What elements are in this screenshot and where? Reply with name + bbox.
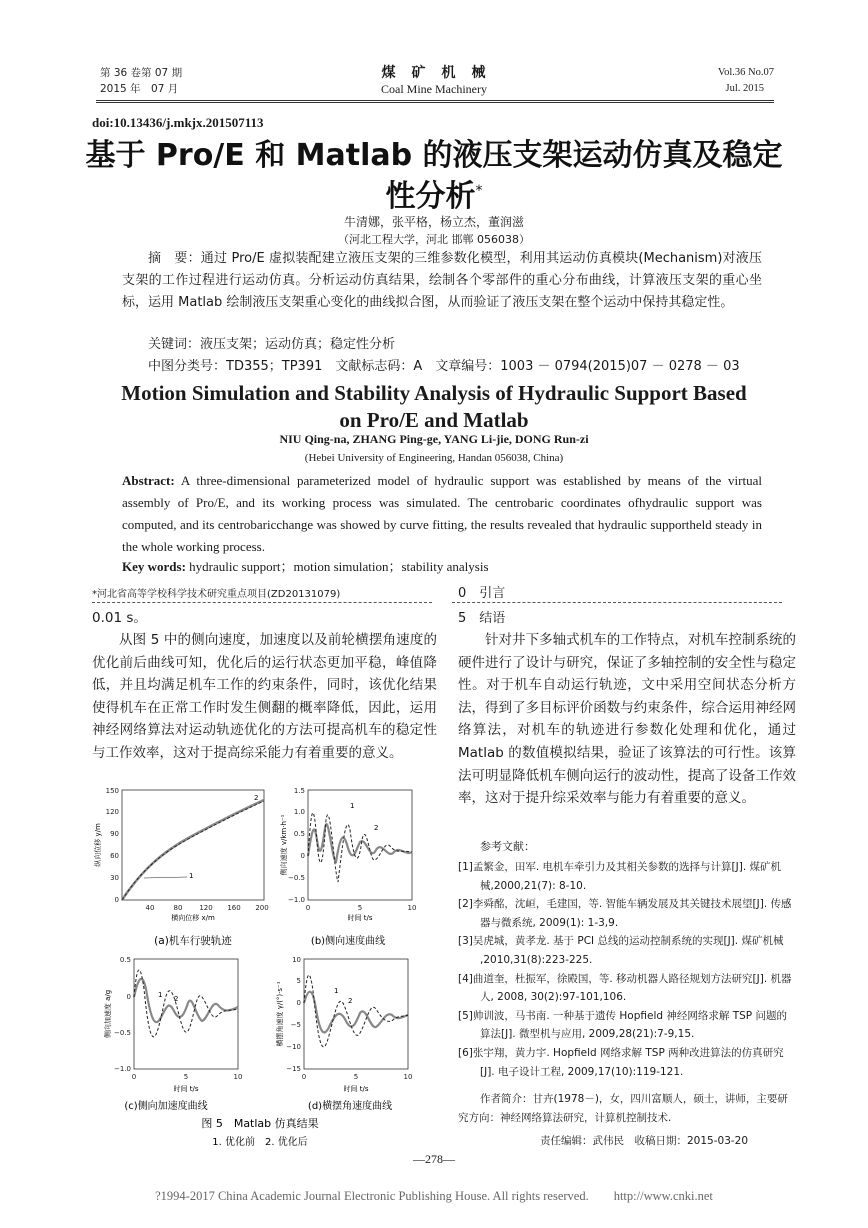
page-number: —278— (413, 1152, 455, 1166)
d-curve-1 (304, 975, 408, 1047)
d-xtick-0: 0 (301, 1073, 307, 1081)
reference-item: [1]孟繁金，田军. 电机车牵引力及其相关参数的选择与计算[J]. 煤矿机械,2000,21(7): 8-10. (458, 861, 782, 892)
panel-d-caption: (d)横摆角速度曲线 (307, 1101, 393, 1112)
header-volume-en: Vol.36 No.07 (717, 67, 774, 78)
b-label-2: 2 (374, 824, 379, 832)
header-volume-cn: 第 36 卷第 07 期 (100, 67, 183, 79)
editor-info: 责任编辑：武伟民 收稿日期：2015-03-20 (540, 1135, 749, 1147)
a-xtick-80: 80 (173, 904, 183, 912)
a-label-1: 1 (189, 872, 194, 880)
keywords-cn: 关键词：液压支架；运动仿真；稳定性分析 (148, 337, 396, 352)
english-title-line2: on Pro/E and Matlab (339, 408, 529, 432)
paper-title-line1: 基于 Pro/E 和 Matlab 的液压支架运动仿真及稳定 (85, 138, 783, 173)
a-xtick-200: 200 (255, 904, 269, 912)
c-xtick-0: 0 (131, 1073, 137, 1081)
a-xtick-40: 40 (145, 904, 155, 912)
authors-en: NIU Qing-na, ZHANG Ping-ge, YANG Li-jie, DONG Run-zi (279, 432, 589, 446)
header-date-cn: 2015 年 07 月 (100, 83, 179, 95)
footnote-rule (92, 601, 432, 603)
header-date-en: Jul. 2015 (725, 83, 764, 94)
b-label-1: 1 (350, 802, 355, 810)
c-xtick-5: 5 (183, 1073, 189, 1081)
d-ytick-5: 5 (296, 977, 301, 985)
figure-caption: 图 5 Matlab 仿真结果 (201, 1117, 319, 1130)
b-ytick-1.0: 1.0 (293, 808, 305, 816)
reference-item: [5]帅训波，马书南. 一种基于遗传 Hopfield 神经网络求解 TSP 问题的算法[J]. 微型机与应用, 2009,28(21):7-9,15. (458, 1009, 787, 1041)
d-ytick--10: −10 (286, 1043, 301, 1051)
keywords-en-label: Key words: (122, 559, 186, 574)
d-xtick-5: 5 (353, 1073, 359, 1081)
a-curve-1 (122, 801, 264, 900)
panel-b (279, 787, 416, 922)
left-para-0: 0.01 s。 (92, 610, 147, 626)
b-ytick-0.5: 0.5 (293, 830, 305, 838)
panel-a (93, 787, 269, 922)
b-xtick-10: 10 (407, 904, 417, 912)
a-ytick-30: 30 (110, 874, 119, 882)
a-xtick-120: 120 (199, 904, 213, 912)
figure-legend: 1. 优化前 2. 优化后 (212, 1137, 308, 1148)
reference-item: [4]曲道奎，杜振军，徐殿国，等. 移动机器人路径规划方法研究[J]. 机器人, 2008, 30(2):97-101,106. (458, 972, 792, 1004)
panel-b-caption: (b)侧向速度曲线 (310, 936, 386, 947)
d-ylabel: 横摆角速度 γ/(°)·s⁻¹ (276, 981, 284, 1047)
reference-item: [2]李舜酩，沈峘，毛建国，等. 智能车辆发展及其关键技术展望[J]. 传感器与微系统, 2009(1): 1-3,9. (458, 898, 792, 929)
c-xlabel: 时间 t/s (173, 1085, 199, 1093)
a-xlabel: 横向位移 x/m (171, 914, 215, 922)
references-title: 参考文献： (480, 840, 535, 853)
abstract-cn: 摘 要：通过 Pro/E 虚拟装配建立液压支架的三维参数化模型，利用其运动仿真模块(Mechanism)对液压支架的工作过程进行运动仿真。分析运动仿真结果，绘制各个零部件的重心分布曲线，计算液压支架的重心坐标，运用 Matlab 绘制液压支架重心变化的曲线拟合图，从而验证了液压支架在整个运动中保持其稳定性。 (122, 251, 762, 310)
c-curve-2 (134, 979, 238, 1022)
abstract-en-label: Abstract: (122, 473, 175, 488)
panel-a-caption: (a)机车行驶轨迹 (154, 935, 232, 947)
d-ytick-0: 0 (296, 999, 301, 1007)
paper-title-line2: 性分析 (385, 179, 476, 214)
a-ytick-150: 150 (105, 787, 119, 795)
b-ytick--0.5: −0.5 (288, 874, 305, 882)
conclusion-paragraph: 针对井下多轴式机车的工作特点，对机车控制系统的硬件进行了设计与研究，保证了多轴控制的安全性与稳定性。对于机车自动运行轨迹，文中采用空间状态分析方法，得到了多目标评价函数与约束条件，综合运用神经网络算法，对机车的轨迹进行参数化处理和优化，通过 Matlab 的数值模拟结果，验证了该算法的可行性。该算法可明显降低机车侧向运行的波动性，提高了设备工作效率，这对于提升综采效率与能力有着重要的意义。 (458, 632, 796, 807)
c-ytick-0.5: 0.5 (119, 956, 131, 964)
affiliation-en: (Hebei University of Engineering, Handan 056038, China) (304, 452, 564, 464)
doi: doi:10.13436/j.mkjx.201507113 (92, 115, 264, 130)
a-label-2: 2 (254, 794, 259, 802)
panel-c-caption: (c)侧向加速度曲线 (124, 1101, 208, 1112)
reference-item: [3]吴虎城，黄孝龙. 基于 PCI 总线的运动控制系统的实现[J]. 煤矿机械 ,2010,31(8):223-225. (458, 935, 784, 966)
a-curve-2 (122, 800, 264, 900)
classification: 中图分类号：TD355；TP391 文献标志码：A 文章编号：1003 － 0794(2015)07 － 0278 － 03 (148, 359, 740, 374)
a-ytick-90: 90 (110, 830, 119, 838)
b-ytick--1.0: −1.0 (288, 896, 305, 904)
keywords-en-text: hydraulic support；motion simulation；stability analysis (185, 559, 489, 574)
author-bio: 作者简介：甘卉(1978－)，女，四川富顺人，硕士，讲师，主要研究方向：神经网络算法研究，计算机控制技术. (458, 1093, 788, 1124)
b-xlabel: 时间 t/s (347, 914, 373, 922)
header-rule (96, 100, 774, 101)
left-para-1: 从图 5 中的侧向速度，加速度以及前轮横摆角速度的优化前后曲线可知，优化后的运行状态更加平稳，峰值降低，并且均满足机车工作的约束条件，同时，该优化结果使得机车在正常工作时发生侧翻的概率降低，因此，运用神经网络算法对运动轨迹优化的方法可提高机车的稳定性与工作效率，这对于提高综采能力有着重要的意义。 (92, 632, 437, 761)
panel-c (103, 956, 242, 1093)
a-ytick-60: 60 (110, 852, 119, 860)
d-ytick-10: 10 (292, 956, 301, 964)
figure-5 (88, 782, 438, 1152)
title-footnote-mark: * (475, 183, 483, 199)
journal-name-en: Coal Mine Machinery (381, 82, 487, 96)
b-curve-1 (308, 813, 412, 882)
conclusion-heading: 5 结语 (458, 611, 506, 626)
header-rule-2 (96, 102, 774, 103)
c-label-1: 1 (158, 991, 163, 999)
panel-d (275, 956, 412, 1093)
b-xtick-0: 0 (305, 904, 311, 912)
c-ytick--1.0: −1.0 (114, 1065, 131, 1073)
copyright-line: ?1994-2017 China Academic Journal Electronic Publishing House. All rights reserved. http://www.cnki.net (155, 1189, 713, 1203)
journal-name-cn: 煤 矿 机 械 (381, 65, 487, 81)
english-title-line1: Motion Simulation and Stability Analysis of Hydraulic Support Based (121, 381, 747, 405)
d-label-2: 2 (348, 997, 353, 1005)
a-ytick-0: 0 (114, 896, 119, 904)
b-ytick-0: 0 (300, 852, 305, 860)
b-xtick-5: 5 (357, 904, 363, 912)
footnote: *河北省高等学校科学技术研究重点项目(ZD20131079) (92, 589, 341, 600)
c-ylabel: 侧向加速度 a/g (104, 989, 112, 1039)
d-label-1: 1 (334, 987, 339, 995)
keywords-en (122, 556, 762, 578)
a-xtick-160: 160 (227, 904, 241, 912)
affiliation-cn: （河北工程大学，河北 邯郸 056038） (338, 233, 530, 246)
references-list (458, 858, 796, 1081)
intro-rule (452, 601, 782, 603)
c-label-2: 2 (174, 995, 179, 1003)
d-ytick--15: −15 (286, 1065, 301, 1073)
abstract-en (122, 470, 762, 558)
abstract-en-text: A three-dimensional parameterized model of hydraulic support was established by means of the virtual assembly of Pro/E, and its working process was simulated. The centrobaric coordinates ofhydraulic support was computed, and its centrobaricchange was showed by curve fitting, the results revealed that hydraulic supportheld steady in the whole working process. (122, 473, 762, 554)
b-curve-2 (308, 824, 412, 862)
d-ytick--5: −5 (290, 1021, 301, 1029)
d-xlabel: 时间 t/s (343, 1085, 369, 1093)
d-curve-2 (304, 992, 408, 1033)
c-xtick-10: 10 (233, 1073, 243, 1081)
b-ylabel: 侧向速度 v/km·h⁻¹ (280, 814, 288, 876)
b-ytick-1.5: 1.5 (293, 787, 305, 795)
a-ylabel: 纵向位移 y/m (94, 823, 102, 867)
authors-cn: 牛清娜，张平格，杨立杰，董润滋 (343, 215, 524, 229)
d-xtick-10: 10 (403, 1073, 413, 1081)
a-ytick-120: 120 (105, 808, 119, 816)
c-ytick-0: 0 (126, 993, 131, 1001)
reference-item: [6]张宇翔，黄力宇. Hopfield 网络求解 TSP 两种改进算法的仿真研究[J]. 电子设计工程, 2009,17(10):119-121. (458, 1046, 784, 1078)
c-ytick--0.5: −0.5 (114, 1029, 131, 1037)
intro-heading: 0 引言 (458, 586, 506, 601)
